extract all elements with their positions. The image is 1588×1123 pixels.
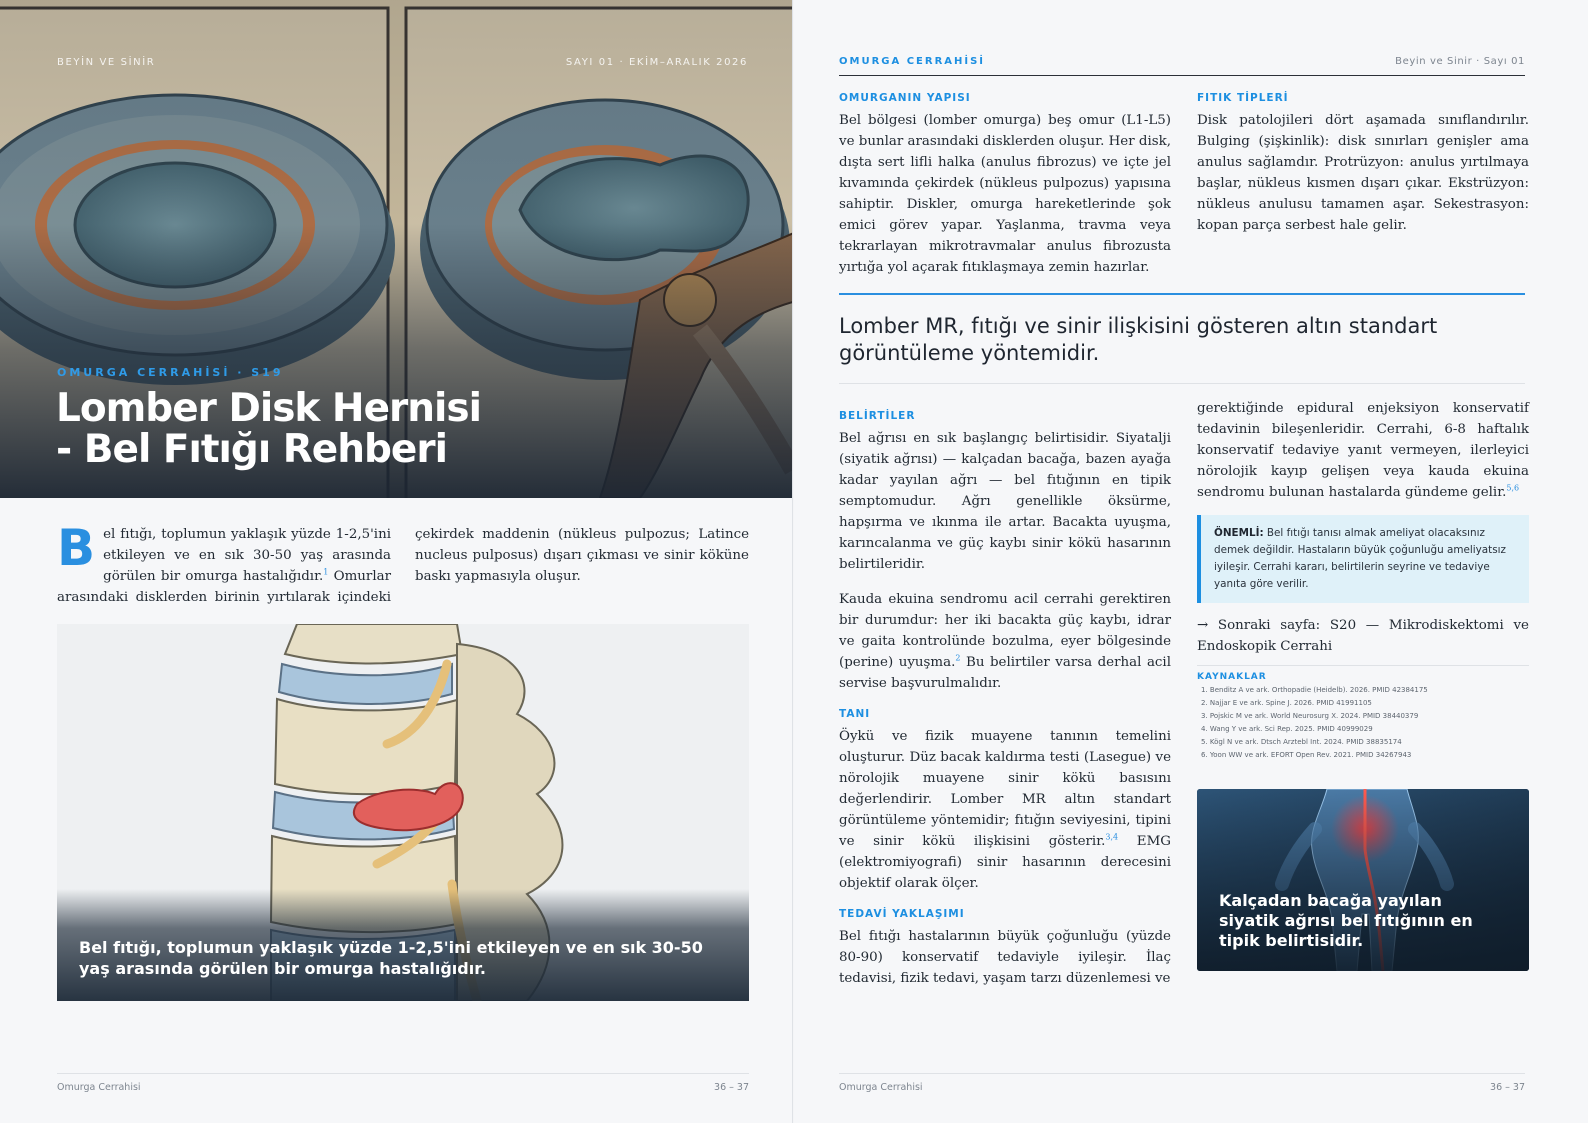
- pull-quote: Lomber MR, fıtığı ve sinir ilişkisini gösteren altın standart görüntüleme yöntemidir.: [839, 293, 1525, 384]
- section-heading: OMURGANIN YAPISI: [839, 92, 971, 104]
- note-text: Bel fıtığı tanısı almak ameliyat olacaksınız demek değildir. Hastaların büyük çoğunluğu ameliyatsız iyileşir. Cerrahi kararı, belirtilerin seyrine ve tedaviye yanıta göre verilir.: [1214, 527, 1506, 590]
- lead-text-2: Omurlar arasındaki disklerden birinin yırtılarak içindeki çekirdek maddenin (nükleus pulpozus; Latince nucleus pulposus) dışarı çıkması ve sinir köküne baskı yapmasıyla oluşur.: [57, 527, 749, 605]
- reference-marker[interactable]: 5,6: [1506, 483, 1520, 493]
- reference-marker[interactable]: 3,4: [1105, 832, 1119, 842]
- reference-item: 2. Najjar E ve ark. Spine J. 2026. PMID 41991105: [1201, 699, 1372, 707]
- issue-label: SAYI 01 · EKİM–ARALIK 2026: [565, 57, 748, 68]
- structure-section: [839, 92, 1171, 278]
- next-page-link[interactable]: → Sonraki sayfa: S20 — Mikrodiskektomi ve Endoskopik Cerrahi: [1197, 615, 1529, 666]
- footer-page-numbers: 36 – 37: [1490, 1082, 1525, 1093]
- reference-marker[interactable]: 1: [323, 567, 329, 577]
- diagnosis-text-tail: EMG (elektromiyografi) sinir hasarının derecesini objektif olarak ölçer.: [839, 834, 1171, 891]
- page-footer-left: [57, 1073, 749, 1093]
- sciatica-figure: [1197, 789, 1529, 971]
- types-section: [1197, 92, 1529, 236]
- reference-item: 3. Pojskic M ve ark. World Neurosurg X. 2024. PMID 38440379: [1201, 712, 1419, 720]
- reference-item: 1. Benditz A ve ark. Orthopadie (Heidelb). 2026. PMID 42384175: [1201, 686, 1428, 694]
- title-line-1: Lomber Disk Hernisi: [56, 386, 481, 431]
- figure-caption: Bel fıtığı, toplumun yaklaşık yüzde 1-2,5'ini etkileyen ve en sık 30-50 yaş arasında görülen bir omurga hastalığıdır.: [79, 938, 703, 978]
- reference-item: 5. Kögl N ve ark. Dtsch Arztebl Int. 2024. PMID 38835174: [1201, 738, 1402, 746]
- right-page: [794, 0, 1588, 1123]
- left-page: [0, 0, 793, 1123]
- treatment-continued-main: gerektiğinde epidural enjeksiyon konservatif tedavinin bileşenleridir. Cerrahi, 6-8 haftalık konservatif tedaviye yanıt vermeyen, ilerleyici nörolojik kayıp gelişen veya kauda ekuina sendromu bulunan hastalarda gündeme gelir.: [1197, 401, 1529, 500]
- title-line-2: - Bel Fıtığı Rehberi: [56, 427, 447, 472]
- section-heading: FITIK TİPLERİ: [1197, 92, 1289, 104]
- running-header: [839, 56, 1525, 76]
- symptoms-text-2-main: Kauda ekuina sendromu acil cerrahi gerektiren bir durumdur: her iki bacakta güç kaybı, idrar ve gaita kontrolünde bozulma, eyer bölgesinde (perine) uyuşma.: [839, 592, 1171, 670]
- symptoms-text-2: [839, 589, 1171, 694]
- page-footer-right: [839, 1073, 1525, 1093]
- reference-item: 4. Wang Y ve ark. Sci Rep. 2025. PMID 40999029: [1201, 725, 1373, 733]
- body-column-left: [839, 410, 1171, 989]
- reference-item: 6. Yoon WW ve ark. EFORT Open Rev. 2021. PMID 34267943: [1201, 751, 1412, 759]
- hero-image: [0, 0, 793, 498]
- article-title: [56, 388, 616, 470]
- footer-section: Omurga Cerrahisi: [57, 1082, 141, 1093]
- important-note-box: [1197, 515, 1529, 603]
- diagnosis-text-main: Öykü ve fizik muayene tanının temelini oluşturur. Düz bacak kaldırma testi (Lasegue) ve nörolojik muayene sinir kökü basısını değerlendirir. Lomber MR altın standart görüntüleme yöntemidir; fıtığın seviyesini, tipini ve sinir kökü ilişkisini gösterir.: [839, 729, 1171, 849]
- body-column-right: [1197, 398, 1529, 762]
- symptoms-text-1: Bel ağrısı en sık başlangıç belirtisidir. Siyatalji (siyatik ağrısı) — kalçadan bacağa, bazen ayağa kadar yayılan ağrı — bel fıtığının en tipik semptomudur. Ağrı genellikle öksürme, hapşırma ve ıkınma ile artar. Bacakta uyuşma, karıncalanma ve güç kaybı sinir kökü hasarının belirtileridir.: [839, 431, 1171, 572]
- magazine-name: BEYİN VE SİNİR: [57, 57, 156, 68]
- spine-figure: [57, 624, 749, 1001]
- note-label: ÖNEMLİ:: [1214, 527, 1264, 539]
- reference-marker[interactable]: 2: [955, 653, 961, 663]
- references-list: [1197, 684, 1529, 762]
- footer-page-numbers: 36 – 37: [714, 1082, 749, 1093]
- section-text: Disk patolojileri dört aşamada sınıflandırılır. Bulging (şişkinlik): disk sınırları genişler ama anulus sağlamdır. Protrüzyon: anulus yırtılmaya başlar, nükleus kısmen dışarı çıkar. Ekstrüzyon: nükleus anulusu tamamen aşar. Sekestrasyon: kopan parça serbest hale gelir.: [1197, 113, 1529, 233]
- diagnosis-heading: TANI: [839, 708, 871, 720]
- treatment-text-continued: [1197, 398, 1529, 503]
- figure-caption: Kalçadan bacağa yayılan siyatik ağrısı bel fıtığının en tipik belirtisidir.: [1219, 891, 1473, 950]
- treatment-text: Bel fıtığı hastalarının büyük çoğunluğu (yüzde 80-90) konservatif tedaviyle iyileşir. İlaç tedavisi, fizik tedavi, yaşam tarzı düzenlemesi ve: [839, 929, 1171, 986]
- lead-text-1: el fıtığı, toplumun yaklaşık yüzde 1-2,5'ini etkileyen ve en sık 30-50 yaş arasında görülen bir omurga hastalığıdır.: [103, 527, 391, 584]
- footer-section: Omurga Cerrahisi: [839, 1082, 923, 1093]
- treatment-heading: TEDAVİ YAKLAŞIMI: [839, 908, 965, 920]
- running-header-section: OMURGA CERRAHİSİ: [839, 56, 986, 67]
- diagnosis-text: [839, 726, 1171, 894]
- symptoms-heading: BELİRTİLER: [839, 410, 916, 422]
- symptoms-text-2-tail: Bu belirtiler varsa derhal acil servise başvurulmalıdır.: [839, 655, 1171, 691]
- running-header-issue: Beyin ve Sinir · Sayı 01: [1395, 56, 1525, 67]
- references-heading: KAYNAKLAR: [1197, 672, 1267, 682]
- drop-cap: B: [57, 519, 96, 577]
- section-text: Bel bölgesi (lomber omurga) beş omur (L1-L5) ve bunlar arasındaki disklerden oluşur. Her disk, dışta sert lifli halka (anulus fibrozus) ve içte jel kıvamında çekirdek (nükleus pulpozus) yapısına sahiptir. Diskler, omurga hareketlerinde şok emici görev yapar. Yaşlanma, travma veya tekrarlayan mikrotravmalar anulus fibrozusta yırtığa yol açarak fıtıklaşmaya zemin hazırlar.: [839, 113, 1171, 275]
- lead-paragraph: [57, 519, 749, 608]
- section-kicker: OMURGA CERRAHİSİ · S19: [57, 366, 284, 379]
